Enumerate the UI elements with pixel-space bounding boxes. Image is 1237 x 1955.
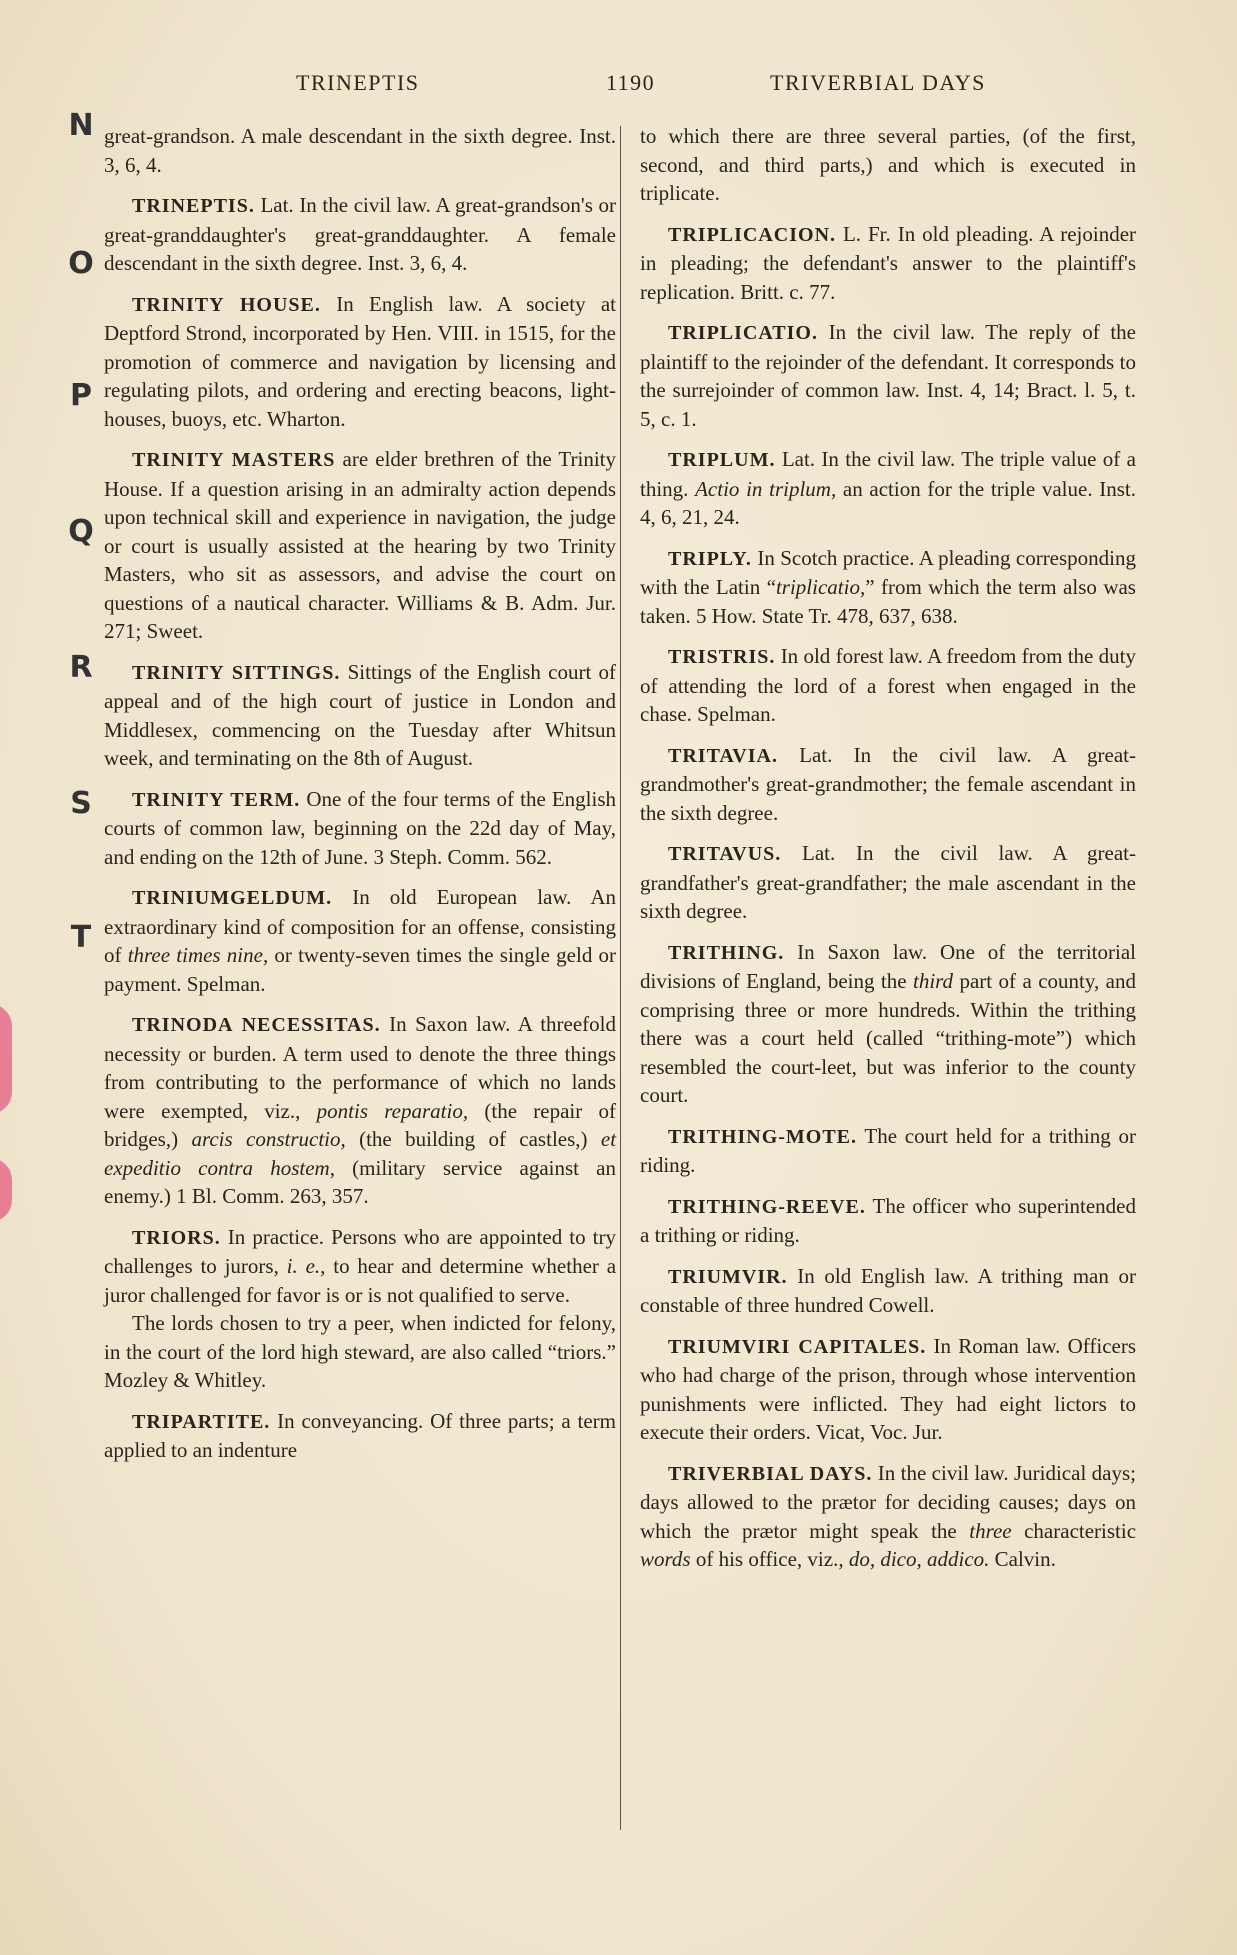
dictionary-entry xyxy=(640,642,1136,729)
column-divider xyxy=(620,126,621,1830)
entry-paragraph: The lords chosen to try a peer, when indicted for felony, in the court of the lord high steward, are also called “triors.” Mozley & Whitley. xyxy=(104,1311,616,1392)
page-number: 1190 xyxy=(606,70,656,95)
entry-italic-text: words xyxy=(640,1547,691,1571)
entry-paragraph xyxy=(104,1223,616,1310)
pink-edge-mark xyxy=(0,1158,12,1222)
entry-headword: TRINODA NECESSITAS. xyxy=(132,1014,381,1036)
thumb-tab-letter[interactable]: P xyxy=(70,378,92,413)
entry-text: (the repair of bridges,) xyxy=(104,1098,617,1151)
entry-italic-text: pontis reparatio, xyxy=(316,1098,469,1123)
entry-italic-text: Actio in triplum, xyxy=(695,476,837,501)
dictionary-entry xyxy=(640,1262,1136,1320)
entry-text: In the civil law. The reply of the plaintiff to the rejoinder of the defendant. It corresponds to the surrejoinder of common law. Inst. 4, 14; Bract. l. 5, t. 5, c. 1. xyxy=(640,320,1136,431)
entry-text: great-grandson. A male descendant in the sixth degree. Inst. 3, 6, 4. xyxy=(104,124,616,177)
dictionary-entry xyxy=(104,658,616,773)
dictionary-entry xyxy=(640,445,1136,532)
entry-headword: TRINEPTIS. xyxy=(132,195,255,217)
entry-italic-text: do, dico, addico. xyxy=(848,1547,990,1571)
running-head xyxy=(0,70,1237,100)
entry-text: In practice. Persons who are appointed to try challenges to jurors, xyxy=(104,1224,616,1278)
entry-text: In Saxon law. A threefold necessity or burden. A term used to denote the three things from contributing to the performance of which no lands were exempted, viz., xyxy=(104,1012,616,1123)
entry-text: In English law. A society at Deptford Strond, incorporated by Hen. VIII. in 1515, for the promotion of commerce and navigation by licensing and regulating pilots, and ordering and erecting beacons, light-houses, buoys, etc. Wharton. xyxy=(104,291,617,431)
entry-headword: TRIPARTITE. xyxy=(132,1410,271,1433)
entry-headword: TRIPLY. xyxy=(668,547,752,570)
dictionary-entry xyxy=(640,1122,1136,1180)
dictionary-entry xyxy=(104,445,616,646)
entry-text: to which there are three several parties, (of the first, second, and third parts,) and which is executed in triplicate. xyxy=(640,124,1136,205)
entry-headword: TRIVERBIAL DAYS. xyxy=(668,1462,873,1485)
entry-text: an action for the triple value. Inst. 4, 6, 21, 24. xyxy=(640,476,1137,529)
entry-italic-text: i. e., xyxy=(286,1254,326,1278)
dictionary-entry xyxy=(640,1459,1136,1574)
entry-text: In Saxon law. One of the territorial divisions of England, being the xyxy=(640,939,1136,993)
entry-text: Calvin. xyxy=(994,1547,1056,1571)
entry-headword: TRIUMVIR. xyxy=(668,1265,788,1288)
entry-text: characteristic xyxy=(1024,1518,1137,1543)
entry-text: are elder brethren of the Trinity House. If a question arising in an admiralty action depends upon technical skill and experience in navigation, the judge or court is usually assisted at the hearing by two Trinity Masters, who sit as assessors, and advise the court on questions of a nautical character. Williams & B. Adm. Jur. 271; Sweet. xyxy=(104,447,617,643)
entry-text: or twenty-seven times the single geld or payment. Spelman. xyxy=(104,943,617,996)
entry-text: Lat. In the civil law. A great-grandson's or great-granddaughter's great-granddaughter. A female descendant in the sixth degree. Inst. 3, 6, 4. xyxy=(104,193,617,275)
entry-headword: TRIPLICATIO. xyxy=(668,322,818,344)
entry-headword: TRIORS. xyxy=(132,1226,221,1249)
entry-text: In old forest law. A freedom from the duty of attending the lord of a forest when engaged in the chase. Spelman. xyxy=(640,644,1136,726)
dictionary-entry xyxy=(104,785,616,872)
thumb-tab-letter[interactable]: N xyxy=(68,108,94,143)
entry-italic-text: third xyxy=(913,969,954,993)
entry-text: Lat. In the civil law. A great-grandfather's great-grandfather; the male ascendant in the sixth degree. xyxy=(640,841,1136,923)
left-column xyxy=(104,122,616,1477)
right-column xyxy=(640,122,1136,1586)
dictionary-entry xyxy=(640,938,1136,1110)
entry-headword: TRINITY TERM. xyxy=(132,788,301,811)
dictionary-entry xyxy=(640,1332,1136,1447)
thumb-tab-letter[interactable]: R xyxy=(69,650,93,685)
entry-text: L. Fr. In old pleading. A rejoinder in pleading; the defendant's answer to the plaintiff's replication. Britt. c. 77. xyxy=(640,221,1137,304)
pink-edge-mark xyxy=(0,1004,12,1114)
dictionary-entry xyxy=(640,1192,1136,1250)
dictionary-entry xyxy=(104,1223,616,1395)
dictionary-entry xyxy=(104,122,616,179)
entry-text: The court held for a trithing or riding. xyxy=(640,1123,1136,1177)
entry-text: to hear and determine whether a juror challenged for favor is or is not qualified to serve. xyxy=(104,1254,617,1307)
entry-text: In Scotch practice. A pleading corresponding with the Latin “ xyxy=(640,545,1137,599)
entry-text: In the civil law. Juridical days; days allowed to the prætor for deciding causes; days on which the prætor might speak the xyxy=(640,1460,1136,1543)
dictionary-entry xyxy=(640,220,1136,307)
dictionary-entry xyxy=(104,1010,616,1211)
thumb-tab-letter[interactable]: Q xyxy=(68,514,94,549)
entry-italic-text: et expeditio contra hostem, xyxy=(104,1127,617,1180)
entry-text: In old English law. A trithing man or constable of three hundred Cowell. xyxy=(640,1263,1137,1317)
entry-headword: TRISTRIS. xyxy=(668,646,776,668)
entry-headword: TRITHING. xyxy=(668,941,785,964)
entry-text: ” from which the term also was taken. 5 How. State Tr. 478, 637, 638. xyxy=(640,575,1136,628)
thumb-tab-letter[interactable]: S xyxy=(70,786,92,821)
entry-text: The officer who superintended a trithing or riding. xyxy=(640,1193,1136,1247)
dictionary-entry xyxy=(104,191,616,278)
entry-text: Sittings of the English court of appeal and of the high court of justice in London and Middlesex, commencing on the Tuesday after Whitsun week, and terminating on the 8th of August. xyxy=(104,659,617,770)
entry-text: In conveyancing. Of three parts; a term applied to an indenture xyxy=(104,1408,617,1462)
dictionary-entry xyxy=(640,318,1136,433)
dictionary-entry xyxy=(640,741,1136,828)
thumb-tab-letter[interactable]: O xyxy=(68,246,94,281)
entry-text: In Roman law. Officers who had charge of the prison, through whose intervention punishments were inflicted. They had eight lictors to execute their orders. Vicat, Voc. Jur. xyxy=(640,1333,1137,1444)
entry-text: part of a county, and comprising three or more hundreds. Within the trithing there was a court held (called “trithing-mote”) which resembled the court-leet, but was inferior to the county court. xyxy=(640,969,1136,1107)
entry-text: Lat. In the civil law. A great-grandmother's great-grandmother; the female ascendant in the sixth degree. xyxy=(640,742,1136,825)
entry-headword: TRINITY MASTERS xyxy=(132,449,336,471)
entry-italic-text: triplicatio, xyxy=(775,575,866,599)
entry-text: One of the four terms of the English courts of common law, beginning on the 22d day of May, and ending on the 12th of June. 3 Steph. Comm. 562. xyxy=(104,786,617,869)
entry-text: Lat. In the civil law. The triple value of a thing. xyxy=(640,447,1136,501)
dictionary-entry xyxy=(640,839,1136,926)
entry-text: (the building of castles,) xyxy=(359,1127,588,1151)
running-head-last-entry: TRIVERBIAL DAYS xyxy=(770,70,986,95)
thumb-tab-letter[interactable]: T xyxy=(70,920,92,955)
entry-headword: TRIPLICACION. xyxy=(668,223,837,246)
entry-italic-text: arcis constructio, xyxy=(191,1127,346,1151)
entry-headword: TRINITY SITTINGS. xyxy=(132,661,341,684)
entry-italic-text: three xyxy=(969,1518,1012,1543)
entry-headword: TRITAVUS. xyxy=(668,843,782,865)
entry-italic-text: three times nine, xyxy=(127,943,269,967)
running-head-first-entry: TRINEPTIS xyxy=(296,70,420,95)
entry-text: (military service against an enemy.) 1 Bl. Comm. 263, 357. xyxy=(104,1155,617,1208)
entry-headword: TRITHING-MOTE. xyxy=(668,1125,858,1148)
entry-headword: TRINIUMGELDUM. xyxy=(132,887,333,909)
dictionary-entry xyxy=(640,122,1136,208)
entry-headword: TRIUMVIRI CAPITALES. xyxy=(668,1335,927,1358)
dictionary-entry xyxy=(104,1407,616,1465)
entry-headword: TRITHING-REEVE. xyxy=(668,1195,866,1218)
dictionary-entry xyxy=(640,544,1136,631)
entry-headword: TRINITY HOUSE. xyxy=(132,293,321,316)
dictionary-entry xyxy=(104,883,616,998)
entry-text: of his office, viz., xyxy=(695,1547,844,1571)
entry-headword: TRITAVIA. xyxy=(668,744,778,767)
entry-text: In old European law. An extraordinary kind of composition for an offense, consisting of xyxy=(104,885,616,967)
entry-headword: TRIPLUM. xyxy=(668,449,776,471)
thumb-index xyxy=(66,108,96,988)
dictionary-entry xyxy=(104,290,616,434)
